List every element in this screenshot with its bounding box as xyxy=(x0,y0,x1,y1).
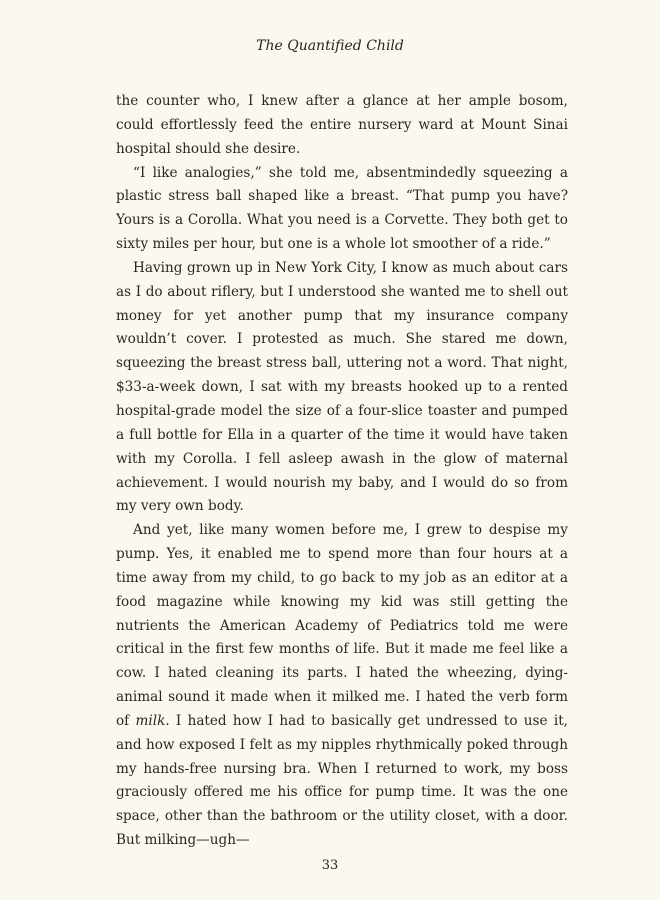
running-head: The Quantified Child xyxy=(256,38,404,54)
body-text xyxy=(116,90,568,853)
paragraph-continued: the counter who, I knew after a glance at her ample bosom, could effortlessly feed the entire nursery ward at Mount Sinai hospital should she desire. xyxy=(116,93,568,157)
paragraph-text-before-italic: And yet, like many women before me, I grew to despise my pump. Yes, it enabled me to spend more than four hours at a time away from my child, to go back to my job as an editor at a food magazine while knowing my kid was still getting the nutrients the American Academy of Pediatrics told me were critical in the first few months of life. But it made me feel like a cow. I hated cleaning its parts. I hated the wheezing, dying-animal sound it made when it milked me. I hated the verb form of xyxy=(116,522,568,729)
paragraph-analogies-quote: “I like analogies,” she told me, absentmindedly squeezing a plastic stress ball shaped like a breast. “That pump you have? Yours is a Corolla. What you need is a Corvette. They both get to sixty miles per hour, but one is a whole lot smoother of a ride.” xyxy=(116,164,568,253)
paragraph-despise-pump xyxy=(116,519,568,853)
page-number: 33 xyxy=(321,858,339,873)
paragraph-new-york: Having grown up in New York City, I know as much about cars as I do about riflery, but I understood she wanted me to shell out money for yet another pump that my insurance company wouldn’t cover. I protested as much. She stared me down, squeezing the breast stress ball, uttering not a word. That night, $33-a-week down, I sat with my breasts hooked up to a rented hospital-grade model the size of a four-slice toaster and pumped a full bottle for Ella in a quarter of the time it would have taken with my Corolla. I fell asleep awash in the glow of maternal achievement. I would nourish my baby, and I would do so from my very own body. xyxy=(116,259,568,515)
italic-word-milk: milk xyxy=(135,712,166,729)
paragraph-text-after-italic: . I hated how I had to basically get undressed to use it, and how exposed I felt as my nipples rhythmically poked through my hands-free nursing bra. When I returned to work, my boss graciously offered me his office for pump time. It was the one space, other than the bathroom or the utility closet, with a door. But milking—ugh— xyxy=(116,712,568,849)
